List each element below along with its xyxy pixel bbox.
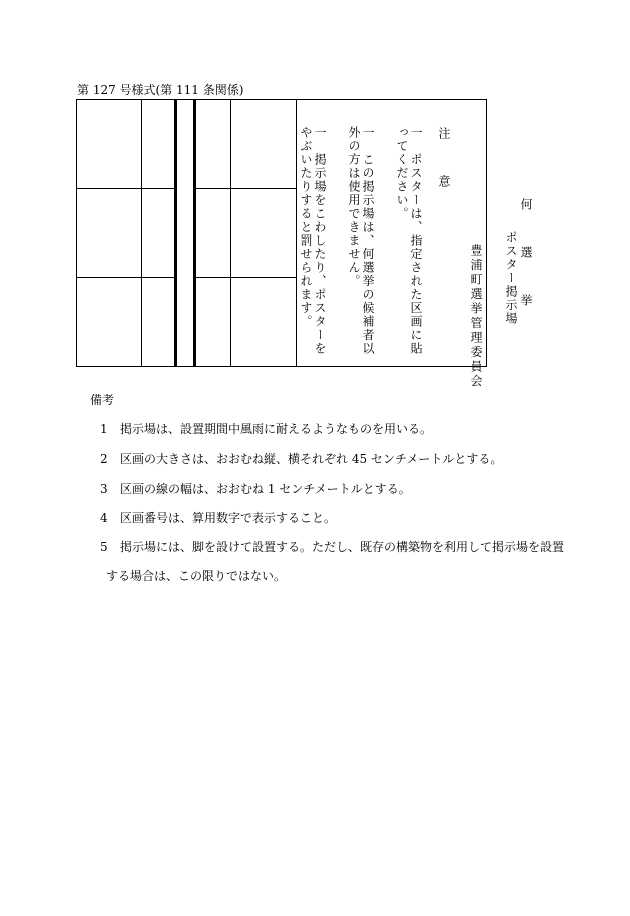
notice-divider [296, 100, 297, 366]
grid-line [230, 100, 231, 366]
form-title: 第 127 号様式(第 111 条関係) [77, 83, 244, 97]
notice-item: 一 この掲示場は、何選挙の候補者以外の方は使用できません。 [347, 126, 375, 356]
remark-number: 4 [100, 511, 108, 525]
board-title-poster: ポスター掲示場 [504, 231, 518, 326]
grid-line [193, 188, 296, 189]
remark-continuation: する場合は、この限りではない。 [106, 569, 287, 583]
remark-item [100, 482, 411, 496]
notice-item: 一 ポスターは、指定された区画に貼ってください。 [395, 126, 423, 356]
grid-line [193, 277, 296, 278]
board-title-election: 何 選 挙 [519, 198, 533, 318]
remark-number: 1 [100, 422, 108, 436]
remark-number: 3 [100, 482, 108, 496]
remark-text: 区画番号は、算用数字で表示すること。 [120, 511, 337, 525]
remark-item [100, 511, 336, 525]
remark-item [100, 452, 502, 466]
remark-text: 掲示場は、設置期間中風雨に耐えるようなものを用いる。 [120, 422, 433, 436]
grid-line [141, 100, 142, 366]
remark-text: 区画の線の幅は、おおむね 1 センチメートルとする。 [120, 482, 411, 496]
remark-text: 掲示場には、脚を設けて設置する。ただし、既存の構築物を利用して掲示場を設置 [120, 540, 565, 554]
remark-number: 5 [100, 540, 108, 554]
grid-line [77, 277, 176, 278]
notice-heading: 注 意 [437, 127, 451, 199]
grid-divider-thick [193, 100, 196, 366]
grid-line [77, 188, 176, 189]
committee-name: 豊浦町選挙管理委員会 [469, 244, 483, 389]
remark-text: 区画の大きさは、おおむね縦、横それぞれ 45 センチメートルとする。 [120, 452, 503, 466]
remark-item [100, 422, 432, 436]
remark-item [100, 540, 564, 554]
grid-divider-thick [174, 100, 177, 366]
remark-number: 2 [100, 452, 108, 466]
poster-board [76, 99, 533, 389]
notice-item: 一 掲示場をこわしたり、ポスターをやぶいたりすると罰せられます。 [299, 126, 327, 356]
remarks-heading: 備考 [90, 393, 115, 407]
